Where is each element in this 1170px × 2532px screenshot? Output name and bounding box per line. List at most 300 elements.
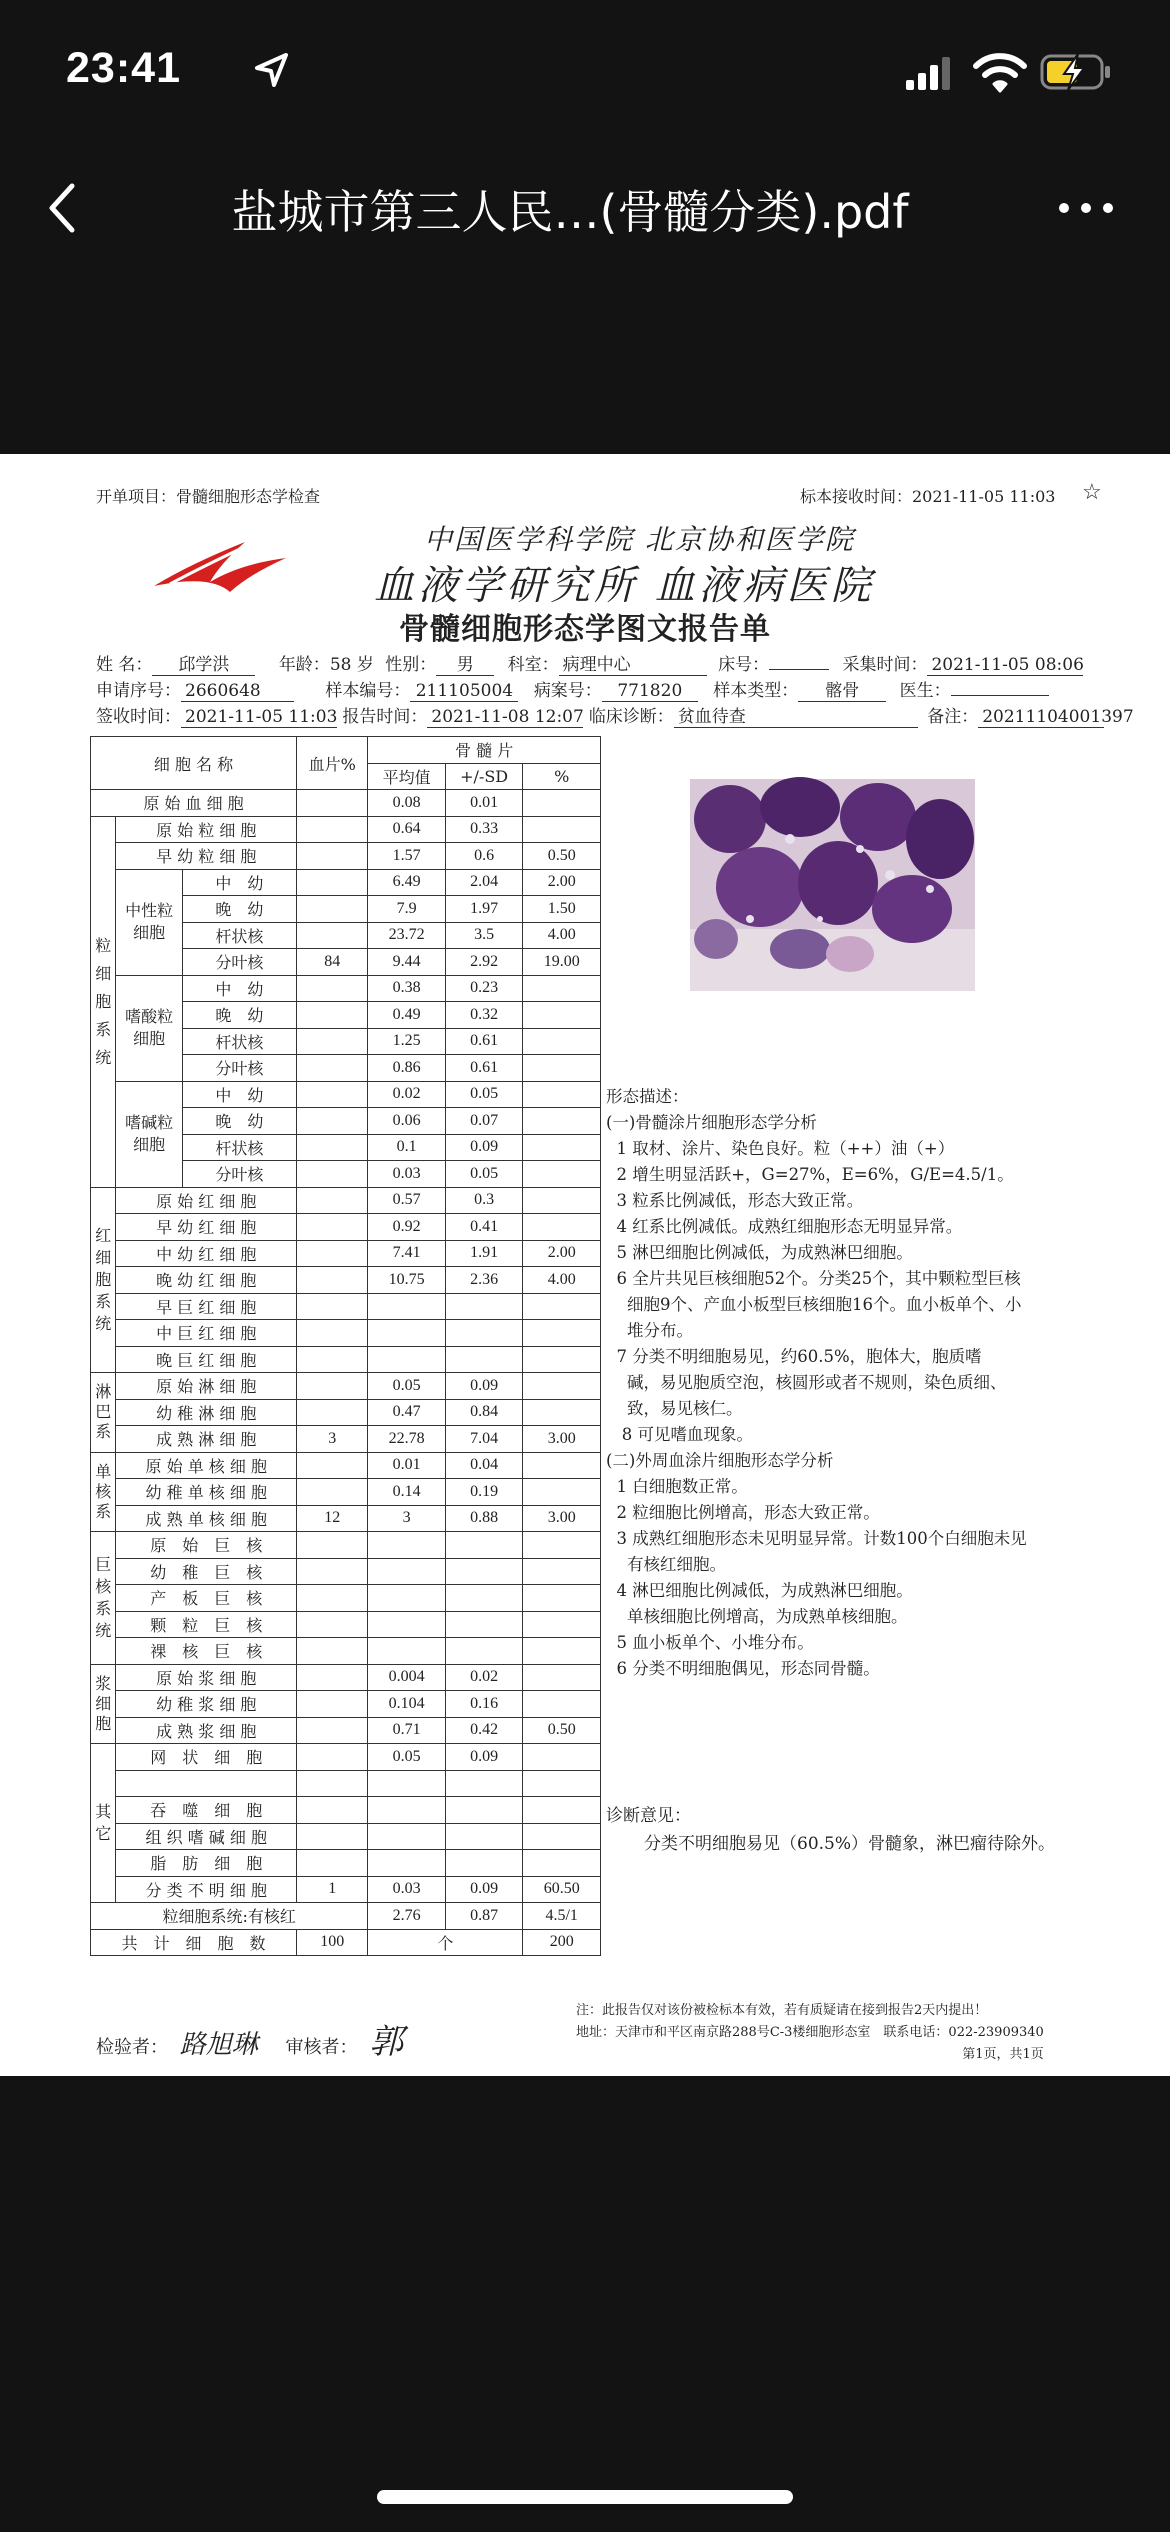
avg-value <box>368 1532 446 1559</box>
sd-value: 0.04 <box>445 1452 523 1479</box>
cell-name: 早 幼 粒 细 胞 <box>116 843 297 870</box>
reviewer-signature: 郭 <box>369 2022 404 2062</box>
pct-value <box>523 1002 601 1029</box>
cell-name: 原 始 淋 细 胞 <box>116 1373 297 1400</box>
table-row <box>91 1399 601 1426</box>
avg-value: 23.72 <box>368 922 446 949</box>
blood-value <box>297 1028 368 1055</box>
blood-value <box>297 1452 368 1479</box>
cell-name: 幼 稚 淋 细 胞 <box>116 1399 297 1426</box>
description-line: (二)外周血涂片细胞形态学分析 <box>606 1451 834 1470</box>
blood-value <box>297 1770 368 1797</box>
inspector-label: 检验者： <box>96 2037 168 2058</box>
blood-value: 12 <box>297 1505 368 1532</box>
cell-name: 中 幼 <box>182 869 296 896</box>
pct-value <box>523 1081 601 1108</box>
subgroup-baso: 嗜碱粒 细胞 <box>116 1081 182 1187</box>
blood-value <box>297 869 368 896</box>
sd-value: 0.19 <box>445 1479 523 1506</box>
blood-value <box>297 1161 368 1188</box>
pct-value <box>523 1664 601 1691</box>
pct-value: 4.00 <box>523 922 601 949</box>
cell-name: 杆状核 <box>182 1028 296 1055</box>
avg-value <box>368 1638 446 1665</box>
blood-value: 84 <box>297 949 368 976</box>
blood-value <box>297 1399 368 1426</box>
receive-time: 标本接收时间：2021-11-05 11:03 <box>800 487 1056 506</box>
pct-value <box>523 1346 601 1373</box>
cell-name: 分叶核 <box>182 1161 296 1188</box>
table-row <box>91 1187 601 1214</box>
pct-value <box>523 1320 601 1347</box>
avg-value <box>368 1320 446 1347</box>
pct-value: 19.00 <box>523 949 601 976</box>
blood-value <box>297 1002 368 1029</box>
sd-value <box>445 1532 523 1559</box>
sd-value: 0.09 <box>445 1373 523 1400</box>
sd-value: 0.41 <box>445 1214 523 1241</box>
avg-value: 22.78 <box>368 1426 446 1453</box>
avg-value: 0.03 <box>368 1161 446 1188</box>
blood-value <box>297 1664 368 1691</box>
table-row <box>91 1479 601 1506</box>
location-arrow-icon <box>252 50 292 90</box>
blood-value <box>297 1638 368 1665</box>
cell-name: 晚 幼 <box>182 896 296 923</box>
blood-value <box>297 1850 368 1877</box>
pct-value: 1.50 <box>523 896 601 923</box>
blood-value <box>297 1240 368 1267</box>
avg-value: 3 <box>368 1505 446 1532</box>
description-line: 1 白细胞数正常。 <box>606 1477 748 1496</box>
pct-value <box>523 790 601 817</box>
table-row <box>91 1717 601 1744</box>
back-chevron-icon[interactable] <box>40 178 90 238</box>
blood-value <box>297 1055 368 1082</box>
table-row <box>91 1214 601 1241</box>
avg-value: 9.44 <box>368 949 446 976</box>
sd-value: 0.16 <box>445 1691 523 1718</box>
description-line: 2 粒细胞比例增高，形态大致正常。 <box>606 1503 880 1522</box>
table-row <box>91 1744 601 1771</box>
cell-name: 原 始 血 细 胞 <box>91 790 297 817</box>
avg-value: 0.06 <box>368 1108 446 1135</box>
group-label-gran: 粒 细 胞 系 统 <box>91 816 116 1187</box>
page-number: 第1页，共1页 <box>962 2047 1044 2062</box>
cell-name: 中 幼 <box>182 975 296 1002</box>
cell-name: 裸 核 巨 核 <box>116 1638 297 1665</box>
total-row: 共 计 细 胞 数 100 个 200 <box>91 1929 601 1956</box>
description-line: 2 增生明显活跃+，G=27%，E=6%，G/E=4.5/1。 <box>606 1165 1014 1184</box>
pct-value: 4.00 <box>523 1267 601 1294</box>
sd-value: 0.09 <box>445 1134 523 1161</box>
pct-value <box>523 1558 601 1585</box>
table-row <box>91 1373 601 1400</box>
description-line: 7 分类不明细胞易见，约60.5%，胞体大，胞质嗜 <box>606 1347 982 1366</box>
sd-value <box>445 1850 523 1877</box>
avg-value <box>368 1770 446 1797</box>
pct-value <box>523 1373 601 1400</box>
pct-value <box>523 1850 601 1877</box>
table-row <box>91 1558 601 1585</box>
pct-value <box>523 1585 601 1612</box>
header-sd: +/-SD <box>445 763 523 790</box>
table-row <box>91 1532 601 1559</box>
cellular-signal-icon <box>904 54 954 94</box>
table-row <box>91 843 601 870</box>
sd-value: 0.88 <box>445 1505 523 1532</box>
cell-name: 成 熟 单 核 细 胞 <box>116 1505 297 1532</box>
blood-value <box>297 1267 368 1294</box>
table-row <box>91 1240 601 1267</box>
cell-name <box>116 1770 297 1797</box>
cell-name: 中 巨 红 细 胞 <box>116 1320 297 1347</box>
group-label-mega: 巨 核 系 统 <box>91 1532 116 1665</box>
sd-value <box>445 1558 523 1585</box>
table-row <box>91 1585 601 1612</box>
ratio-row: 粒细胞系统:有核红 2.76 0.87 4.5/1 <box>91 1903 601 1930</box>
cell-name: 分 类 不 明 细 胞 <box>116 1876 297 1903</box>
blood-value <box>297 1691 368 1718</box>
blood-value: 3 <box>297 1426 368 1453</box>
pct-value: 0.50 <box>523 843 601 870</box>
table-row <box>91 869 601 896</box>
avg-value: 1.25 <box>368 1028 446 1055</box>
group-label-ery: 红 细 胞 系 统 <box>91 1187 116 1373</box>
sd-value: 0.42 <box>445 1717 523 1744</box>
sd-value: 2.92 <box>445 949 523 976</box>
patient-info-row-3: 签收时间： 2021-11-05 11:03 报告时间： 2021-11-08 12:07 临床诊断： 贫血待查 备注： 20211104001397 <box>96 702 1104 728</box>
pct-value: 2.00 <box>523 869 601 896</box>
avg-value: 0.05 <box>368 1373 446 1400</box>
avg-value: 0.02 <box>368 1081 446 1108</box>
cell-name: 杆状核 <box>182 922 296 949</box>
sd-value <box>445 1770 523 1797</box>
avg-value: 0.86 <box>368 1055 446 1082</box>
diagnosis-section <box>606 1802 1146 1858</box>
pct-value <box>523 1638 601 1665</box>
header-marrow: 骨 髓 片 <box>368 737 601 764</box>
cell-name: 吞 噬 细 胞 <box>116 1797 297 1824</box>
avg-value: 0.104 <box>368 1691 446 1718</box>
blood-value <box>297 1373 368 1400</box>
cell-name: 晚 幼 红 细 胞 <box>116 1267 297 1294</box>
pct-value: 60.50 <box>523 1876 601 1903</box>
note-text: 注：此报告仅对该份被检标本有效，若有质疑请在接到报告2天内提出！ <box>576 2003 988 2018</box>
description-line: 3 成熟红细胞形态未见明显异常。计数100个白细胞未见 <box>606 1529 1027 1548</box>
blood-value: 1 <box>297 1876 368 1903</box>
avg-value: 0.92 <box>368 1214 446 1241</box>
wifi-icon <box>972 50 1028 94</box>
report-notes <box>576 2000 1044 2066</box>
address-text: 地址：天津市和平区南京路288号C-3楼细胞形态室 联系电话：022-23909340 <box>576 2025 1044 2040</box>
avg-value <box>368 1346 446 1373</box>
pct-value: 0.50 <box>523 1717 601 1744</box>
status-time: 23:41 <box>66 44 181 92</box>
sd-value: 0.84 <box>445 1399 523 1426</box>
blood-value <box>297 975 368 1002</box>
description-line: 细胞9个、产血小板型巨核细胞16个。血小板单个、小 <box>606 1295 1022 1314</box>
document-title: 盐城市第三人民…(骨髓分类).pdf <box>231 185 909 239</box>
pct-value <box>523 1214 601 1241</box>
table-row <box>91 1452 601 1479</box>
group-label-lym: 淋 巴 系 <box>91 1373 116 1453</box>
table-row <box>91 1267 601 1294</box>
sd-value: 0.05 <box>445 1081 523 1108</box>
sd-value <box>445 1823 523 1850</box>
avg-value: 0.05 <box>368 1744 446 1771</box>
sd-value: 1.97 <box>445 896 523 923</box>
description-line: 3 粒系比例减低，形态大致正常。 <box>606 1191 864 1210</box>
table-row <box>91 1664 601 1691</box>
sd-value: 3.5 <box>445 922 523 949</box>
home-indicator[interactable] <box>377 2490 793 2504</box>
cell-name: 幼 稚 单 核 细 胞 <box>116 1479 297 1506</box>
sd-value: 0.02 <box>445 1664 523 1691</box>
pct-value <box>523 1399 601 1426</box>
pct-value <box>523 1479 601 1506</box>
avg-value <box>368 1585 446 1612</box>
header-avg: 平均值 <box>368 763 446 790</box>
table-row <box>91 1850 601 1877</box>
avg-value: 0.004 <box>368 1664 446 1691</box>
pct-value <box>523 975 601 1002</box>
blood-value <box>297 1558 368 1585</box>
cell-name: 幼 稚 巨 核 <box>116 1558 297 1585</box>
group-label-other: 其 它 <box>91 1744 116 1903</box>
star-mark: ☆ <box>1082 480 1102 505</box>
pct-value: 2.00 <box>523 1240 601 1267</box>
blood-value <box>297 896 368 923</box>
pct-value <box>523 1108 601 1135</box>
sd-value: 2.04 <box>445 869 523 896</box>
blood-value <box>297 1532 368 1559</box>
header-blood: 血片% <box>297 737 368 790</box>
header-pct: % <box>523 763 601 790</box>
avg-value: 0.01 <box>368 1452 446 1479</box>
order-item: 开单项目：骨髓细胞形态学检查 <box>96 487 321 506</box>
sd-value <box>445 1293 523 1320</box>
table-row <box>91 1081 601 1108</box>
sd-value: 1.91 <box>445 1240 523 1267</box>
cell-name: 中 幼 <box>182 1081 296 1108</box>
sd-value: 2.36 <box>445 1267 523 1294</box>
description-line: 形态描述： <box>606 1087 689 1106</box>
description-line: 6 分类不明细胞偶见，形态同骨髓。 <box>606 1659 880 1678</box>
avg-value <box>368 1293 446 1320</box>
sd-value: 0.09 <box>445 1744 523 1771</box>
sd-value: 0.6 <box>445 843 523 870</box>
avg-value <box>368 1850 446 1877</box>
subgroup-eos: 嗜酸粒 细胞 <box>116 975 182 1081</box>
pct-value <box>523 1134 601 1161</box>
pct-value <box>523 1823 601 1850</box>
avg-value: 0.64 <box>368 816 446 843</box>
table-row <box>91 1876 601 1903</box>
cell-name: 原 始 红 细 胞 <box>116 1187 297 1214</box>
signatures <box>96 2014 403 2063</box>
sd-value <box>445 1585 523 1612</box>
description-line: 5 淋巴细胞比例减低，为成熟淋巴细胞。 <box>606 1243 913 1262</box>
cell-name: 成 熟 淋 细 胞 <box>116 1426 297 1453</box>
cell-count-table <box>90 736 601 1956</box>
blood-value <box>297 1585 368 1612</box>
table-row <box>91 1320 601 1347</box>
blood-value <box>297 790 368 817</box>
avg-value: 7.9 <box>368 896 446 923</box>
table-row <box>91 1346 601 1373</box>
blood-value <box>297 843 368 870</box>
blood-value <box>297 1108 368 1135</box>
sd-value: 0.61 <box>445 1055 523 1082</box>
cell-name: 原 始 浆 细 胞 <box>116 1664 297 1691</box>
cell-name: 分叶核 <box>182 949 296 976</box>
inspector-signature: 路旭琳 <box>179 2030 258 2060</box>
sd-value <box>445 1320 523 1347</box>
table-row <box>91 790 601 817</box>
table-row <box>91 1293 601 1320</box>
blood-value <box>297 1797 368 1824</box>
table-row <box>91 1691 601 1718</box>
cell-name: 原 始 粒 细 胞 <box>116 816 297 843</box>
sd-value: 0.61 <box>445 1028 523 1055</box>
table-row <box>91 1638 601 1665</box>
diagnosis-label: 诊断意见： <box>606 1806 691 1826</box>
blood-value <box>297 1823 368 1850</box>
blood-value <box>297 1320 368 1347</box>
avg-value <box>368 1611 446 1638</box>
description-line: 6 全片共见巨核细胞52个。分类25个，其中颗粒型巨核 <box>606 1269 1021 1288</box>
sd-value: 0.09 <box>445 1876 523 1903</box>
description-line: 4 淋巴细胞比例减低，为成熟淋巴细胞。 <box>606 1581 913 1600</box>
table-row <box>91 816 601 843</box>
sd-value: 0.32 <box>445 1002 523 1029</box>
pct-value <box>523 1744 601 1771</box>
avg-value <box>368 1823 446 1850</box>
pct-value <box>523 1452 601 1479</box>
diagnosis-text: 分类不明细胞易见（60.5%）骨髓象，淋巴瘤待除外。 <box>644 1834 1056 1854</box>
reviewer-label: 审核者： <box>285 2037 358 2058</box>
sd-value <box>445 1346 523 1373</box>
cell-name: 中 幼 红 细 胞 <box>116 1240 297 1267</box>
blood-value <box>297 1134 368 1161</box>
cell-name: 原 始 单 核 细 胞 <box>116 1452 297 1479</box>
cell-name: 杆状核 <box>182 1134 296 1161</box>
blood-value <box>297 1744 368 1771</box>
pdf-page[interactable] <box>0 454 1170 2076</box>
avg-value <box>368 1797 446 1824</box>
blood-value <box>297 922 368 949</box>
pct-value <box>523 1293 601 1320</box>
avg-value: 7.41 <box>368 1240 446 1267</box>
description-line: 4 红系比例减低。成熟红细胞形态无明显异常。 <box>606 1217 963 1236</box>
blood-value <box>297 1479 368 1506</box>
sd-value: 0.3 <box>445 1187 523 1214</box>
sd-value <box>445 1638 523 1665</box>
institution-line-2: 血液学研究所 血液病医院 <box>374 563 875 609</box>
pct-value <box>523 1797 601 1824</box>
institution-line-1: 中国医学科学院 北京协和医学院 <box>424 523 855 556</box>
blood-value <box>297 1346 368 1373</box>
ratio-label: 粒细胞系统:有核红 <box>91 1903 368 1930</box>
avg-value: 0.38 <box>368 975 446 1002</box>
description-line: (一)骨髓涂片细胞形态学分析 <box>606 1113 817 1132</box>
cell-name: 早 幼 红 细 胞 <box>116 1214 297 1241</box>
table-header-row-1 <box>91 737 601 764</box>
description-line: 有核红细胞。 <box>606 1555 726 1574</box>
avg-value: 1.57 <box>368 843 446 870</box>
cell-name: 成 熟 浆 细 胞 <box>116 1717 297 1744</box>
avg-value: 6.49 <box>368 869 446 896</box>
avg-value: 0.03 <box>368 1876 446 1903</box>
subgroup-neut: 中性粒 细胞 <box>116 869 182 975</box>
sd-value: 7.04 <box>445 1426 523 1453</box>
blood-value <box>297 1081 368 1108</box>
cell-name: 幼 稚 浆 细 胞 <box>116 1691 297 1718</box>
sd-value: 0.01 <box>445 790 523 817</box>
description-line: 堆分布。 <box>606 1321 693 1340</box>
avg-value: 0.71 <box>368 1717 446 1744</box>
table-row <box>91 1426 601 1453</box>
sd-value: 0.33 <box>445 816 523 843</box>
cell-name: 颗 粒 巨 核 <box>116 1611 297 1638</box>
blood-value <box>297 1293 368 1320</box>
description-line: 8 可见嗜血现象。 <box>606 1425 753 1444</box>
report-title: 骨髓细胞形态学图文报告单 <box>399 612 771 647</box>
avg-value: 10.75 <box>368 1267 446 1294</box>
pct-value <box>523 1770 601 1797</box>
pct-value <box>523 1691 601 1718</box>
description-line: 碱，易见胞质空泡，核圆形或者不规则，染色质细、 <box>606 1373 1007 1392</box>
morphology-description <box>606 1084 1116 1682</box>
description-line: 单核细胞比例增高，为成熟单核细胞。 <box>606 1607 908 1626</box>
cell-name: 组 织 嗜 碱 细 胞 <box>116 1823 297 1850</box>
status-bar <box>0 0 1170 140</box>
blood-value <box>297 1187 368 1214</box>
description-line: 1 取材、涂片、染色良好。粒（++）油（+） <box>606 1139 955 1158</box>
avg-value: 0.1 <box>368 1134 446 1161</box>
blood-value <box>297 1611 368 1638</box>
description-line: 5 血小板单个、小堆分布。 <box>606 1633 814 1652</box>
sd-value: 0.23 <box>445 975 523 1002</box>
blood-value <box>297 1214 368 1241</box>
cell-name: 晚 巨 红 细 胞 <box>116 1346 297 1373</box>
group-label-plasma: 浆 细 胞 <box>91 1664 116 1744</box>
table-row <box>91 975 601 1002</box>
pct-value <box>523 1187 601 1214</box>
pct-value: 3.00 <box>523 1505 601 1532</box>
cell-name: 晚 幼 <box>182 1002 296 1029</box>
cell-name: 网 状 细 胞 <box>116 1744 297 1771</box>
avg-value: 0.08 <box>368 790 446 817</box>
patient-info-row-1: 姓 名： 邱学洪 年龄：58 岁 性别： 男 科室： 病理中心 床号： 采集时间： 2021-11-05 08:06 <box>96 650 1083 676</box>
pct-value <box>523 1028 601 1055</box>
bone-marrow-micrograph <box>690 779 975 991</box>
pct-value <box>523 1532 601 1559</box>
pct-value: 3.00 <box>523 1426 601 1453</box>
table-row <box>91 1797 601 1824</box>
cell-name: 分叶核 <box>182 1055 296 1082</box>
avg-value: 0.49 <box>368 1002 446 1029</box>
pct-value <box>523 1611 601 1638</box>
avg-value: 0.57 <box>368 1187 446 1214</box>
more-options-icon[interactable] <box>1056 196 1116 220</box>
cell-name: 产 板 巨 核 <box>116 1585 297 1612</box>
pct-value <box>523 816 601 843</box>
description-line: 致，易见核仁。 <box>606 1399 743 1418</box>
table-row <box>91 1770 601 1797</box>
group-label-mono: 单 核 系 <box>91 1452 116 1532</box>
